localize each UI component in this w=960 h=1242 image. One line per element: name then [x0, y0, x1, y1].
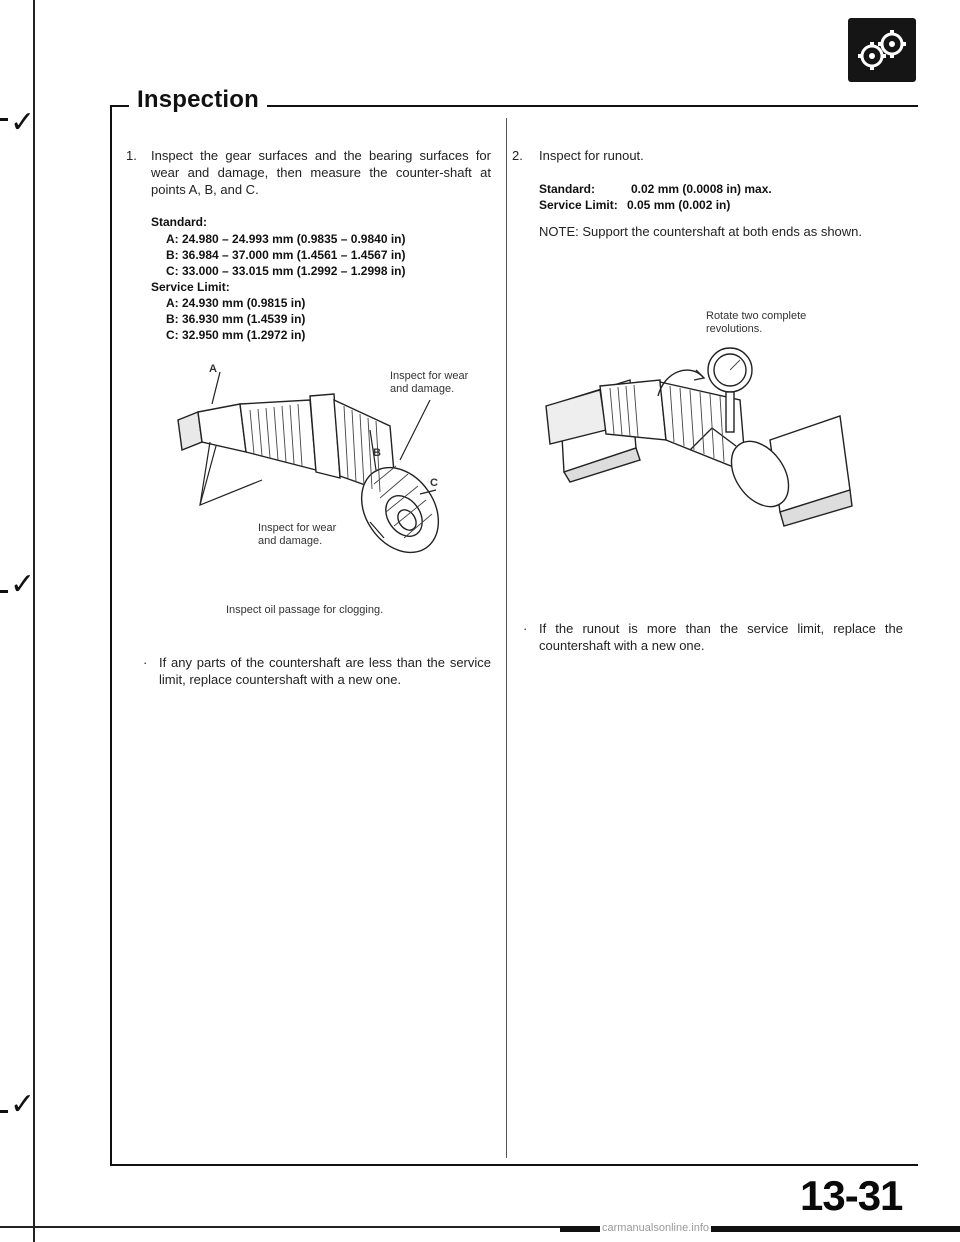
- replace-instruction: If the runout is more than the service limit, replace the countershaft with a new one.: [539, 621, 903, 653]
- runout-inspection-illustration: [540, 330, 890, 550]
- checkmark-icon: ✓: [10, 105, 36, 140]
- rotate-callout: Rotate two complete revolutions.: [706, 310, 807, 335]
- standard-label: Standard:: [539, 182, 596, 196]
- figure-caption: Inspect oil passage for clogging.: [226, 604, 384, 616]
- margin-tick: [0, 1110, 8, 1113]
- page-title: Inspection: [129, 86, 267, 114]
- transmission-section-icon: [848, 18, 916, 82]
- bullet-dot: ·: [143, 655, 148, 670]
- step-number: 1.: [126, 148, 137, 163]
- service-limit-b: B: 36.930 mm (1.4539 in): [166, 312, 306, 326]
- service-limit-label: Service Limit:: [151, 280, 230, 294]
- countershaft-illustration: [150, 360, 500, 600]
- margin-tick: [0, 118, 8, 121]
- page-number: 13-31: [800, 1172, 903, 1219]
- column-divider: [506, 118, 507, 1158]
- margin-tick: [0, 590, 8, 593]
- step-text: Inspect the gear surfaces and the bearing surfaces for wear and damage, then measure the counter-shaft at points A, B, and C.: [151, 148, 491, 197]
- standard-label: Standard:: [151, 215, 208, 229]
- standard-value-c: C: 33.000 – 33.015 mm (1.2992 – 1.2998 in): [166, 264, 406, 278]
- point-c-label: C: [430, 477, 438, 489]
- watermark: carmanualsonline.info: [602, 1222, 710, 1234]
- checkmark-icon: ✓: [10, 1087, 36, 1122]
- service-limit-a: A: 24.930 mm (0.9815 in): [166, 296, 306, 310]
- step-text: Inspect for runout.: [539, 148, 644, 163]
- service-limit-label: Service Limit:: [539, 198, 618, 212]
- callout-wear-left: Inspect for wear and damage.: [258, 522, 337, 547]
- checkmark-icon: ✓: [10, 567, 36, 602]
- replace-instruction: If any parts of the countershaft are less than the service limit, replace countershaft with a new one.: [159, 655, 491, 687]
- standard-value-a: A: 24.980 – 24.993 mm (0.9835 – 0.9840 in): [166, 232, 406, 246]
- callout-wear-top: Inspect for wear and damage.: [390, 370, 469, 395]
- step-number: 2.: [512, 148, 523, 163]
- bullet-dot: ·: [523, 621, 528, 636]
- frame-left-rule: [110, 105, 112, 1165]
- standard-value-b: B: 36.984 – 37.000 mm (1.4561 – 1.4567 in): [166, 248, 406, 262]
- binding-margin-rule: [33, 0, 35, 1242]
- bottom-rule: [0, 1226, 560, 1228]
- standard-value: 0.02 mm (0.0008 in) max.: [631, 182, 772, 196]
- frame-bottom-rule: [110, 1164, 918, 1166]
- support-note: NOTE: Support the countershaft at both ends as shown.: [539, 224, 863, 239]
- point-b-label: B: [373, 447, 381, 459]
- service-limit-c: C: 32.950 mm (1.2972 in): [166, 328, 306, 342]
- point-a-label: A: [209, 363, 217, 375]
- service-limit-value: 0.05 mm (0.002 in): [627, 198, 731, 212]
